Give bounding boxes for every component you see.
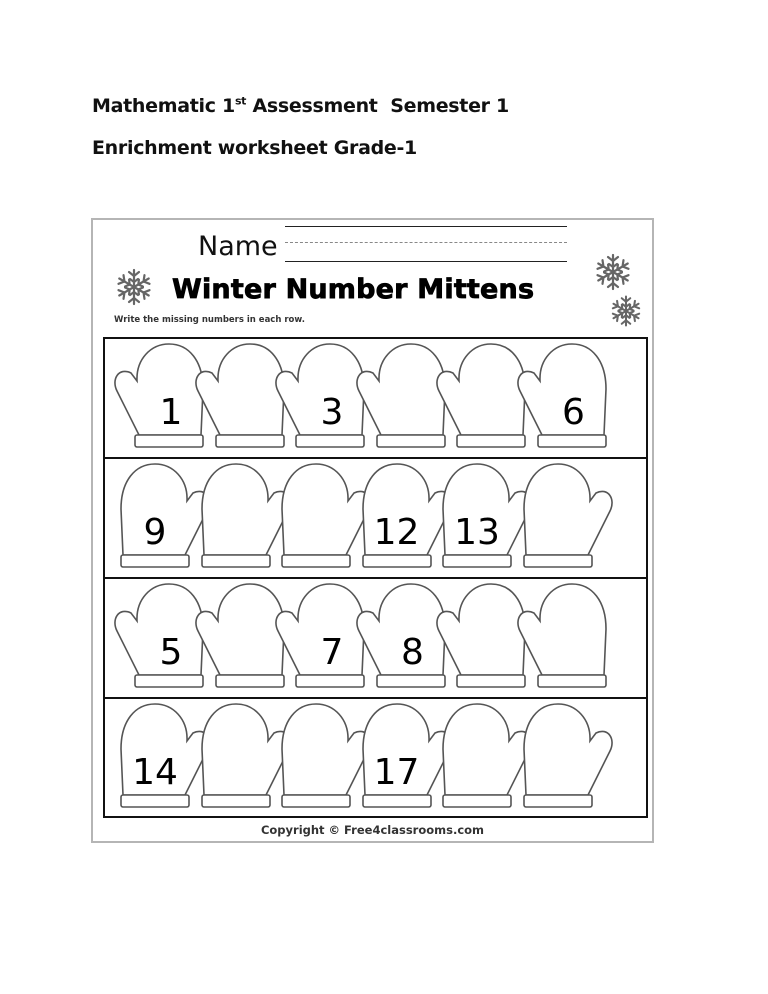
mitten-cell[interactable] [518, 459, 618, 579]
worksheet-title: Winter Number Mittens [172, 274, 535, 305]
mitten-row [105, 457, 646, 577]
mitten-number: 17 [373, 752, 420, 793]
snowflake-icon [593, 252, 633, 292]
mitten-number: 1 [159, 392, 183, 433]
heading-prefix: Mathematic 1 [92, 95, 235, 117]
heading-superscript: st [234, 94, 247, 108]
mitten-number: 3 [320, 392, 344, 433]
copyright: Copyright © Free4classrooms.com [260, 823, 485, 837]
mitten-icon [512, 579, 612, 699]
mitten-number: 13 [454, 512, 500, 553]
mitten-number: 6 [562, 392, 585, 433]
mitten-row [105, 697, 646, 817]
mitten-number: 7 [320, 632, 344, 673]
mitten-grid [103, 337, 648, 818]
mitten-cell[interactable] [518, 699, 618, 819]
mitten-number: 5 [159, 632, 183, 673]
instructions: Write the missing numbers in each row. [114, 315, 305, 325]
heading-worksheet: Enrichment worksheet Grade-1 [92, 137, 417, 159]
mitten-icon [518, 459, 618, 579]
mitten-row [105, 339, 646, 457]
name-label: Name [198, 231, 278, 262]
mitten-number: 8 [401, 632, 424, 673]
mitten-number: 12 [373, 512, 420, 553]
name-guide-top-line [285, 226, 567, 227]
snowflake-icon [114, 267, 154, 307]
mitten-icon [518, 699, 618, 819]
mitten-row [105, 577, 646, 697]
mitten-cell[interactable] [512, 579, 612, 699]
name-write-line[interactable] [285, 261, 567, 262]
heading-assessment [92, 95, 509, 117]
name-guide-dashed-line [285, 242, 567, 243]
snowflake-icon [609, 294, 643, 328]
mitten-number: 14 [132, 752, 178, 793]
mitten-number: 9 [143, 512, 167, 553]
mitten-cell[interactable] [512, 339, 612, 459]
heading-suffix: Assessment Semester 1 [246, 95, 509, 117]
